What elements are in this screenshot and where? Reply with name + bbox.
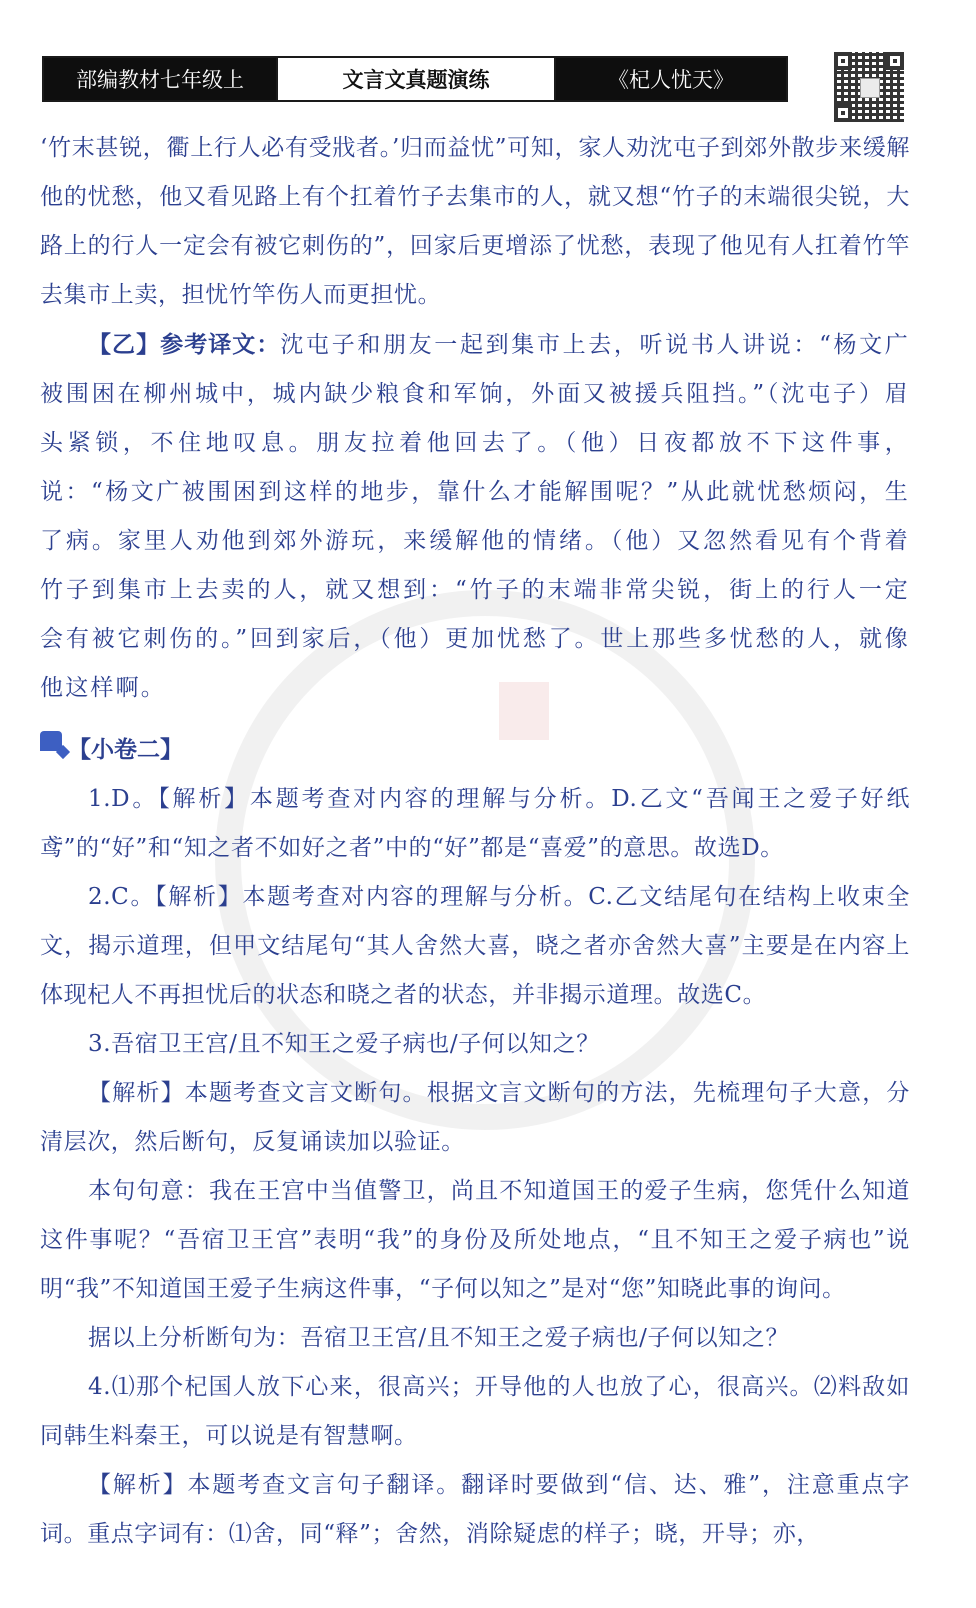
answer-3-result: 据以上分析断句为：吾宿卫王宫/且不知王之爱子病也/子何以知之？: [88, 1325, 790, 1351]
answer-2: 2.C。【解析】本题考查对内容的理解与分析。C.乙文结尾句在结构上收束全文，揭示道理，但甲文结尾句“其人舍然大喜，晓之者亦舍然大喜”主要是在内容上体现杞人不再担忧后的状态和晓之者的状态，并非揭示道理。故选C。: [40, 884, 910, 1008]
document-body: [40, 124, 910, 1559]
header-topic: 文言文真题演练: [276, 58, 556, 100]
section-heading: [40, 719, 910, 775]
paragraph-jia-analysis: ‘竹末甚锐，衢上行人必有受戕者。’归而益忧”可知，家人劝沈屯子到郊外散步来缓解他的忧愁，他又看见路上有个扛着竹子去集市的人，就又想“竹子的末端很尖锐，大路上的行人一定会有被它刺伤的”，回家后更增添了忧愁，表现了他见有人扛着竹竿去集市上卖，担忧竹竿伤人而更担忧。: [40, 135, 910, 308]
yi-label: 【乙】参考译文：: [88, 331, 281, 358]
answer-3-meaning: 本句句意：我在王宫中当值警卫，尚且不知道国王的爱子生病，您凭什么知道这件事呢？“吾宿卫王宫”表明“我”的身份及所处地点，“且不知王之爱子病也”说明“我”不知道国王爱子生病这件事，“子何以知之”是对“您”知晓此事的询问。: [40, 1178, 910, 1302]
answer-1: 1.D。【解析】本题考查对内容的理解与分析。D.乙文“吾闻王之爱子好纸鸢”的“好”和“知之者不如好之者”中的“好”都是“喜爱”的意思。故选D。: [40, 786, 910, 861]
answer-3-analysis: 【解析】本题考查文言文断句。根据文言文断句的方法，先梳理句子大意，分清层次，然后断句，反复诵读加以验证。: [40, 1080, 910, 1155]
header-bar: [42, 56, 788, 102]
answer-4-analysis: 【解析】本题考查文言句子翻译。翻译时要做到“信、达、雅”，注意重点字词。重点字词有：⑴舍，同“释”；舍然，消除疑虑的样子；晓，开导；亦，: [40, 1472, 910, 1547]
paragraph-yi-translation: [40, 320, 910, 713]
qr-code-icon: [834, 52, 904, 122]
section-title: 【小卷二】: [68, 736, 183, 763]
header-grade: 部编教材七年级上: [44, 58, 276, 100]
yi-text: 沈屯子和朋友一起到集市上去，听说书人讲说：“杨文广被围困在柳州城中，城内缺少粮食和军饷，外面又被援兵阻挡。”（沈屯子）眉头紧锁，不住地叹息。朋友拉着他回去了。（他）日夜都放不下这件事，说：“杨文广被围困到这样的地步，靠什么才能解围呢？”从此就忧愁烦闷，生了病。家里人劝他到郊外游玩，来缓解他的情绪。（他）又忽然看见有个背着竹子到集市上去卖的人，就又想到：“竹子的末端非常尖锐，街上的行人一定会有被它刺伤的。”回到家后，（他）更加忧愁了。世上那些多忧愁的人，就像他这样啊。: [40, 332, 910, 701]
answer-4: 4.⑴那个杞国人放下心来，很高兴；开导他的人也放了心，很高兴。⑵料敌如同韩生料秦王，可以说是有智慧啊。: [40, 1374, 910, 1449]
answer-3: 3.吾宿卫王宫/且不知王之爱子病也/子何以知之？: [88, 1031, 600, 1057]
header-title: 《杞人忧天》: [556, 58, 786, 100]
flag-icon: [40, 731, 62, 751]
